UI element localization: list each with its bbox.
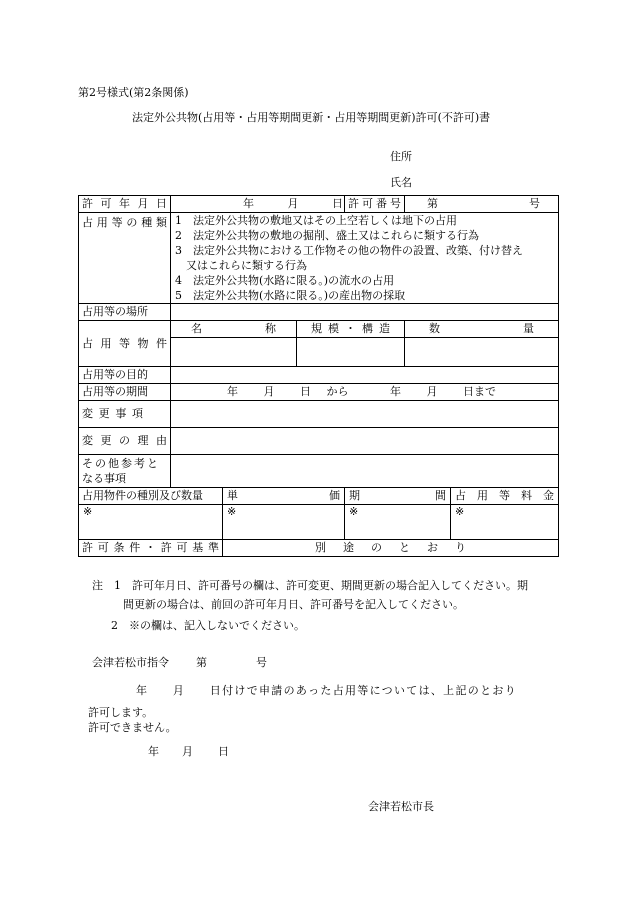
body-line-1: 年 月 日付けで申請のあった占用等については、上記のとおり <box>136 684 517 697</box>
note-1b: 間更新の場合は、前回の許可年月日、許可番号を記入してください。 <box>123 598 464 611</box>
types-list <box>171 213 559 304</box>
object-scale-field <box>297 338 405 367</box>
other-label <box>79 455 171 488</box>
change-reason-label-text: 変 更 の 理 由 <box>82 434 167 448</box>
permit-date-label <box>79 196 171 213</box>
object-col-name-text: 名 称 <box>191 322 276 336</box>
directive-dai: 第 <box>196 656 207 669</box>
fee-header-row <box>79 488 559 505</box>
directive-prefix: 会津若松市指令 <box>92 656 169 669</box>
fee-period-label <box>345 488 451 505</box>
type-item: 1 法定外公共物の敷地又はその上空若しくは地下の占用 <box>175 214 457 227</box>
other-row <box>79 455 559 488</box>
period-from-year: 年 <box>227 385 238 399</box>
fee-amount-field <box>451 505 559 540</box>
form-number: 第2号様式(第2条関係) <box>78 86 189 99</box>
issue-date-month: 月 <box>182 745 193 758</box>
object-col-scale <box>297 321 405 338</box>
note-1a: 注 1 許可年月日、許可番号の欄は、許可変更、期間更新の場合記入してください。期 <box>92 579 528 592</box>
other-field <box>171 455 559 488</box>
permit-date-label-text: 許 可 年 月 日 <box>82 197 167 211</box>
permit-number-suffix: 号 <box>529 197 540 211</box>
fee-type-label: 占用物件の種別及び数量 <box>79 488 223 505</box>
change-items-row <box>79 401 559 428</box>
other-label-line2: なる事項 <box>82 472 126 485</box>
types-label <box>79 213 171 304</box>
fee-unit-price-label-text: 単 価 <box>227 489 340 503</box>
place-row <box>79 304 559 321</box>
type-item: 3 法定外公共物における工作物その他の物件の設置、改築、付け替え <box>175 244 523 257</box>
change-items-label <box>79 401 171 428</box>
period-from-day: 日 <box>300 385 311 399</box>
directive-go: 号 <box>256 656 267 669</box>
office-use-mark: ※ <box>455 505 465 518</box>
period-from: から <box>326 385 349 399</box>
change-reason-field <box>171 428 559 455</box>
object-col-qty <box>405 321 559 338</box>
office-use-mark: ※ <box>227 505 237 518</box>
body-line-2: 許可します。 <box>88 706 154 719</box>
fee-unit-price-label <box>223 488 345 505</box>
permit-number-prefix: 第 <box>427 197 438 211</box>
conditions-value: 別 途 の と お り <box>315 541 466 555</box>
note-2: 2 ※の欄は、記入しないでください。 <box>111 619 305 632</box>
object-col-scale-text: 規 模 ・ 構 造 <box>311 322 390 336</box>
object-header-row <box>79 321 559 338</box>
permit-date-year: 年 <box>243 197 254 211</box>
body-line-3: 許可できません。 <box>88 721 177 734</box>
change-reason-label <box>79 428 171 455</box>
issue-date-day: 日 <box>218 745 229 758</box>
place-label: 占用等の場所 <box>79 304 171 321</box>
permit-date-month: 月 <box>287 197 299 211</box>
purpose-field <box>171 367 559 384</box>
period-field <box>171 384 559 401</box>
object-label-text: 占 用 等 物 件 <box>82 336 167 350</box>
fee-amount-label-text: 占 用 等 料 金 <box>455 489 554 503</box>
type-item: 2 法定外公共物の敷地の掘削、盛土又はこれらに類する行為 <box>175 229 479 242</box>
object-qty-field <box>405 338 559 367</box>
purpose-row <box>79 367 559 384</box>
period-to-month: 月 <box>426 385 438 399</box>
type-item: 5 法定外公共物(水路に限る。)の産出物の採取 <box>175 289 406 302</box>
conditions-row <box>79 540 559 557</box>
types-row <box>79 213 559 304</box>
permit-number-label <box>345 196 405 213</box>
object-col-name <box>171 321 297 338</box>
object-col-qty-text: 数 量 <box>429 322 534 336</box>
office-use-mark: ※ <box>83 505 93 518</box>
type-item: 4 法定外公共物(水路に限る。)の流水の占用 <box>175 274 395 287</box>
permit-date-day: 日 <box>332 197 343 211</box>
name-label: 氏名 <box>390 176 412 189</box>
permit-form-table <box>78 195 559 557</box>
place-field <box>171 304 559 321</box>
fee-value-row <box>79 505 559 540</box>
object-label <box>79 321 171 367</box>
change-items-label-text: 変 更 事 項 <box>82 407 143 421</box>
conditions-label <box>79 540 223 557</box>
permit-date-row <box>79 196 559 213</box>
fee-type-field <box>79 505 223 540</box>
fee-period-field <box>345 505 451 540</box>
period-to-year: 年 <box>390 385 401 399</box>
office-use-mark: ※ <box>349 505 359 518</box>
mayor-signature: 会津若松市長 <box>368 800 434 813</box>
change-items-field <box>171 401 559 428</box>
permit-number-label-text: 許 可 番 号 <box>348 197 401 211</box>
period-until: 日まで <box>463 385 496 399</box>
address-label: 住所 <box>390 150 412 163</box>
type-item: 又はこれらに類する行為 <box>175 259 307 272</box>
change-reason-row <box>79 428 559 455</box>
permit-number-field <box>405 196 559 213</box>
object-name-field <box>171 338 297 367</box>
purpose-label: 占用等の目的 <box>79 367 171 384</box>
period-row <box>79 384 559 401</box>
conditions-field <box>223 540 559 557</box>
document-title: 法定外公共物(占用等・占用等期間更新・占用等期間更新)許可(不許可)書 <box>132 111 491 124</box>
period-from-month: 月 <box>263 385 275 399</box>
types-label-text: 占 用 等 の 種 類 <box>82 216 167 229</box>
fee-period-label-text: 期 間 <box>349 489 446 503</box>
period-label: 占用等の期間 <box>79 384 171 401</box>
permit-date-field <box>171 196 345 213</box>
fee-unit-price-field <box>223 505 345 540</box>
other-label-line1: その他参考と <box>82 457 160 470</box>
conditions-label-text: 許 可 条 件 ・ 許 可 基 準 <box>82 541 219 555</box>
fee-amount-label <box>451 488 559 505</box>
issue-date-year: 年 <box>148 745 159 758</box>
